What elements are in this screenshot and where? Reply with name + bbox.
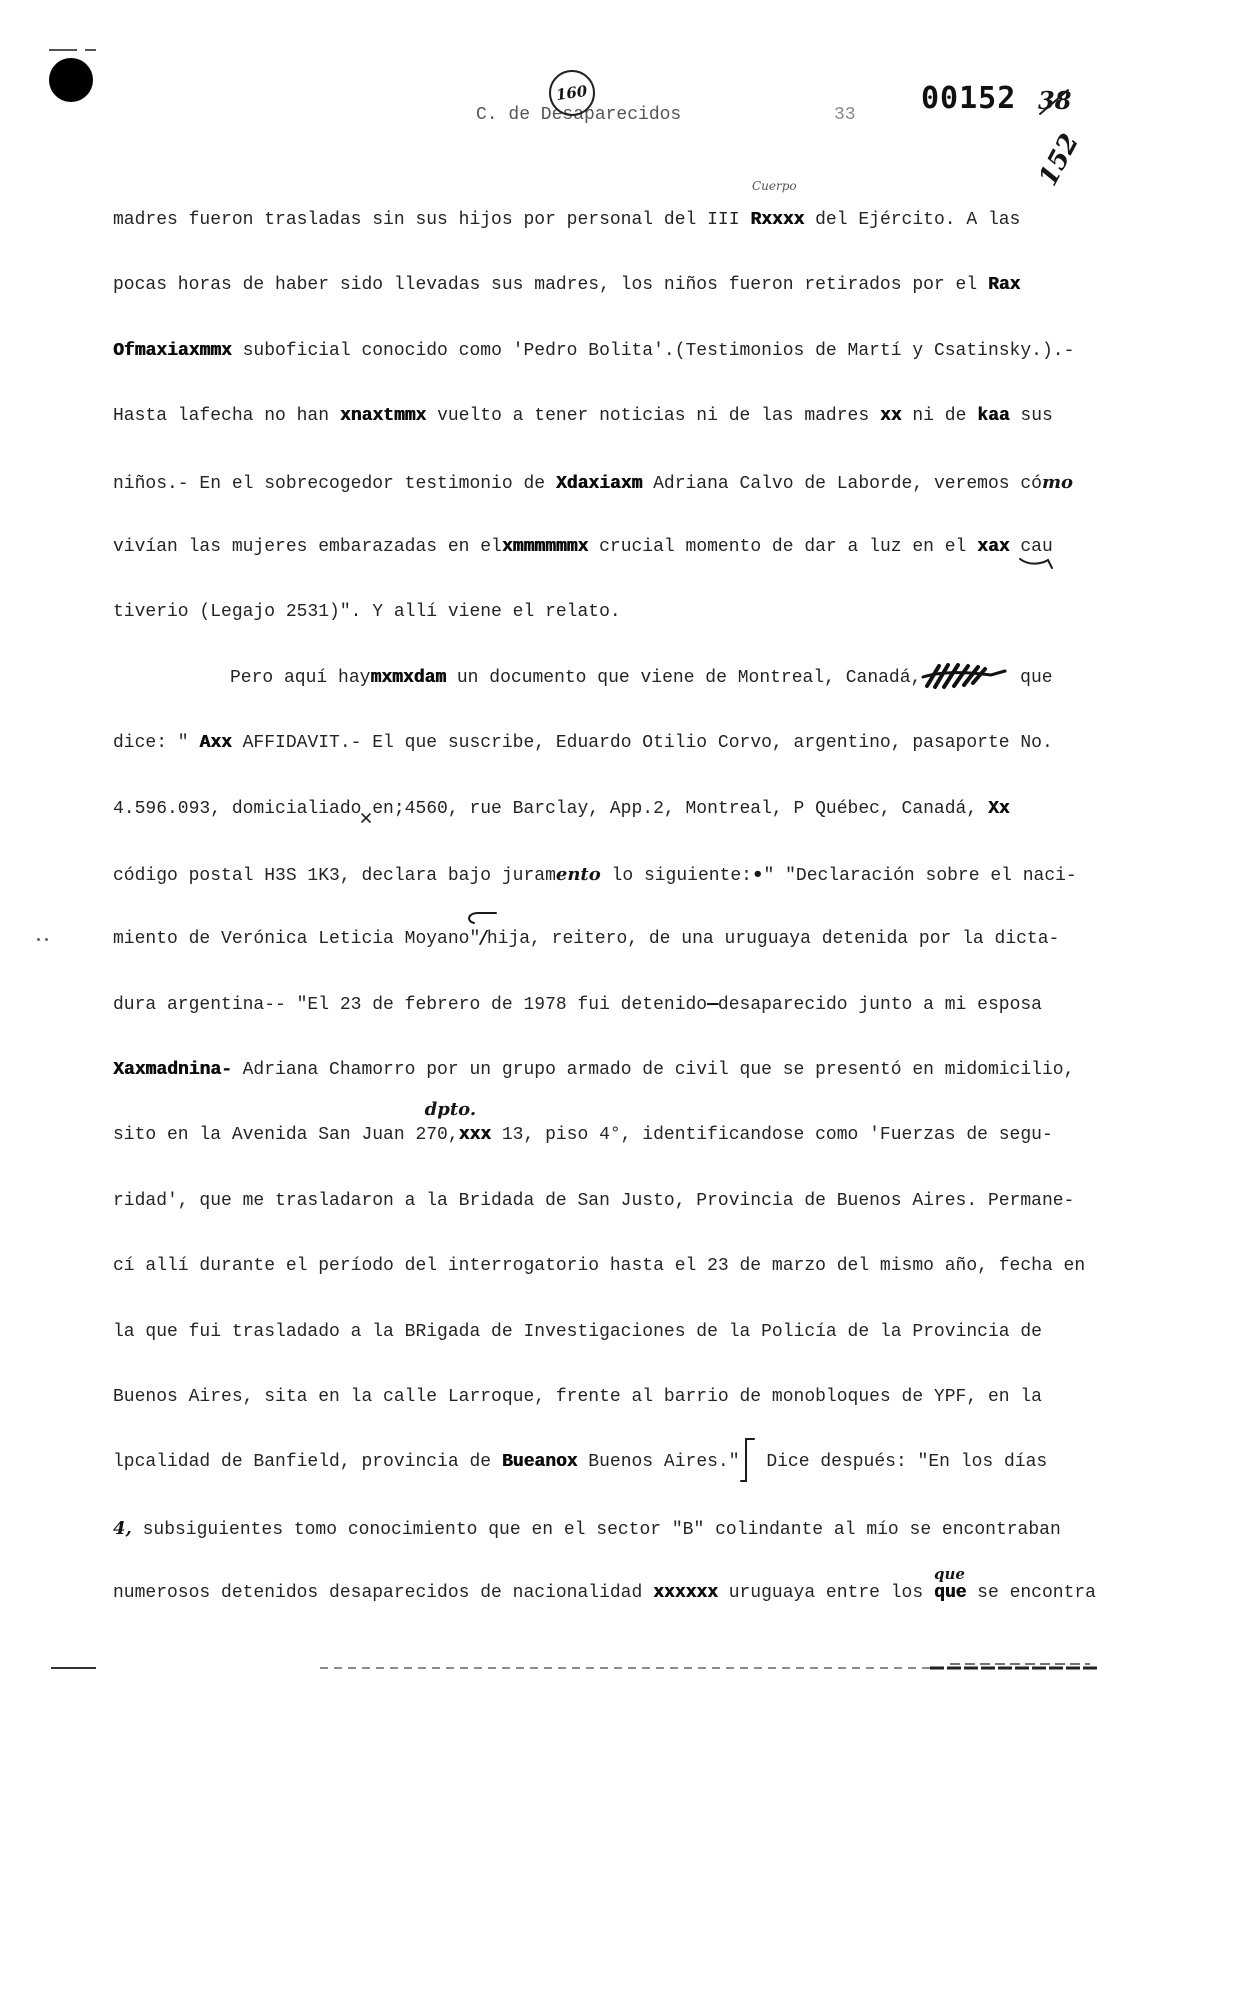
typed-text: dice: " bbox=[113, 733, 200, 754]
text-line bbox=[113, 253, 1096, 318]
folio-strike-mark bbox=[1034, 86, 1074, 118]
corner-dash bbox=[85, 49, 96, 51]
typed-text: lpcalidad de Banfield, provincia de bbox=[113, 1452, 502, 1473]
typed-text: vivían las mujeres embarazadas en el bbox=[113, 536, 502, 557]
typed-text: suboficial conocido como 'Pedro Bolita'.(Testimonios de Martí y Csatinsky.).- bbox=[231, 340, 1075, 361]
page-bottom-rule bbox=[0, 1656, 1236, 1680]
overstruck-text: xx bbox=[879, 406, 902, 427]
text-line bbox=[113, 1099, 1096, 1168]
text-line bbox=[113, 907, 1096, 972]
overstruck-text: Xx bbox=[987, 798, 1010, 819]
margin-mark bbox=[37, 938, 40, 941]
handwritten-correction: ento bbox=[555, 863, 601, 885]
typed-text: tiverio (Legajo 2531)". Y allí viene el relato. bbox=[113, 602, 621, 623]
typed-text: subsiguientes tomo conocimiento que en el sector "B" colindante al mío se encontraban bbox=[131, 1519, 1061, 1540]
typed-text: sito en la Avenida San Juan 270, bbox=[113, 1125, 459, 1146]
text-line bbox=[113, 319, 1096, 384]
text-line bbox=[113, 1038, 1096, 1103]
typed-text: del Ejército. A las bbox=[804, 210, 1021, 230]
stamp-number: 160 bbox=[555, 81, 589, 105]
overstruck-text: Axx bbox=[199, 733, 232, 754]
header-title: C. de Desaparecidos bbox=[476, 105, 682, 125]
text-line bbox=[113, 580, 1096, 645]
typed-text: dura argentina-- "El 23 de febrero de 1978 fui detenido bbox=[113, 994, 708, 1015]
page-number: 33 bbox=[834, 105, 856, 125]
overstruck-text: mxmxdam bbox=[370, 667, 447, 688]
handwritten-insertion: que bbox=[933, 1565, 965, 1584]
text-line bbox=[113, 1496, 1096, 1561]
handwritten-correction: mo bbox=[1041, 471, 1074, 493]
typed-text: numerosos detenidos desaparecidos de nacionalidad bbox=[113, 1583, 654, 1604]
typed-text: " "Declaración sobre el naci- bbox=[763, 865, 1077, 886]
typed-text: cí allí durante el período del interrogatorio hasta el 23 de marzo del mismo año, fecha en bbox=[113, 1256, 1086, 1277]
pen-x-mark bbox=[360, 812, 372, 824]
text-line bbox=[113, 1365, 1096, 1430]
typed-text: Adriana Chamorro por un grupo armado de civil que se presentó en midomicilio, bbox=[231, 1060, 1075, 1081]
text-line bbox=[113, 1561, 1096, 1626]
overstruck-text: Rxxxx bbox=[750, 210, 805, 230]
text-line bbox=[113, 188, 1096, 253]
typed-text: ridad', que me trasladaron a la Bridada de San Justo, Provincia de Buenos Aires. Permane- bbox=[113, 1190, 1075, 1211]
typed-text: miento de Verónica Leticia Moyano" bbox=[113, 929, 481, 950]
typed-text: un documento que viene de Montreal, Canadá, bbox=[446, 667, 922, 688]
overstruck-text: Xdaxiaxm bbox=[555, 473, 643, 494]
overstruck-text: Bueanox bbox=[501, 1452, 578, 1473]
typed-text: AFFIDAVIT.- El que suscribe, Eduardo Otilio Corvo, argentino, pasaporte No. bbox=[231, 733, 1053, 754]
typed-text: desaparecido junto a mi esposa bbox=[717, 994, 1042, 1015]
annotated-word bbox=[933, 1565, 967, 1604]
handwritten-mark: 4, bbox=[113, 1517, 132, 1539]
handwritten-folio-new: 152 bbox=[1033, 128, 1086, 192]
typed-text: uruguaya entre los bbox=[717, 1583, 934, 1604]
overstruck-text: xnaxtmmx bbox=[339, 406, 427, 427]
overstruck-text: Rax bbox=[987, 275, 1021, 296]
typed-text: ni de bbox=[901, 406, 978, 427]
typed-text: pocas horas de haber sido llevadas sus madres, los niños fueron retirados por el bbox=[113, 275, 988, 296]
typed-text: cau bbox=[1009, 536, 1053, 557]
overstruck-text: kaa bbox=[977, 406, 1010, 427]
overstruck-text: que bbox=[933, 1583, 967, 1604]
typed-text: Adriana Calvo de Laborde, veremos có bbox=[642, 473, 1042, 494]
text-line bbox=[113, 777, 1096, 842]
overstruck-text: xax bbox=[977, 536, 1010, 557]
overstruck-text: Ofmaxiaxmmx bbox=[113, 340, 232, 361]
typed-text: crucial momento de dar a luz en el bbox=[588, 536, 978, 557]
document-body bbox=[113, 188, 1096, 1627]
text-line bbox=[113, 711, 1096, 776]
text-line bbox=[113, 646, 1096, 711]
typed-text: Pero aquí hay bbox=[230, 667, 371, 688]
text-line bbox=[113, 1430, 1096, 1495]
handwritten-mark: • bbox=[751, 863, 764, 885]
underline-hook-mark bbox=[1018, 556, 1054, 570]
margin-mark bbox=[45, 938, 48, 941]
text-line bbox=[113, 842, 1096, 907]
insertion-hook-mark bbox=[464, 909, 498, 925]
overstruck-text: xxxxxx bbox=[653, 1583, 718, 1604]
overstruck-text: xxx bbox=[458, 1125, 492, 1146]
annotated-word bbox=[424, 1099, 492, 1146]
typed-text: Buenos Aires, sita en la calle Larroque, frente al barrio de monobloques de YPF, en la bbox=[113, 1387, 1042, 1408]
typed-text: vuelto a tener noticias ni de las madres bbox=[426, 406, 880, 427]
typed-text: Buenos Aires." bbox=[577, 1452, 740, 1473]
typed-text: hija, reitero, de una uruguaya detenida por la dicta- bbox=[486, 929, 1060, 950]
handwritten-dash: — bbox=[707, 994, 718, 1015]
corner-dash bbox=[49, 49, 77, 51]
typed-text: la que fui trasladado a la BRigada de Investigaciones de la Policía de la Provincia de bbox=[113, 1321, 1042, 1342]
text-line bbox=[113, 450, 1096, 515]
annotated-word bbox=[1010, 536, 1053, 558]
typed-text: se encontra bbox=[966, 1583, 1096, 1604]
handwritten-note-cuerpo: Cuerpo bbox=[752, 179, 797, 193]
annotated-word bbox=[480, 927, 487, 950]
text-line bbox=[113, 384, 1096, 449]
bracket-mark bbox=[740, 1436, 756, 1484]
typed-text: código postal H3S 1K3, declara bajo juram bbox=[113, 865, 556, 886]
typed-text: que bbox=[1009, 667, 1053, 688]
text-line bbox=[113, 1169, 1096, 1234]
text-line bbox=[113, 1234, 1096, 1299]
typed-text: madres fueron trasladas sin sus hijos por personal del III bbox=[113, 210, 751, 230]
overstruck-text: Xaxmadnina- bbox=[113, 1060, 232, 1081]
handwritten-insertion: dpto. bbox=[424, 1099, 477, 1121]
text-line bbox=[113, 1300, 1096, 1365]
handwritten-mark: / bbox=[480, 927, 487, 949]
circled-stamp bbox=[549, 70, 595, 116]
typed-text: Dice después: "En los días bbox=[755, 1452, 1048, 1473]
typed-text: niños.- En el sobrecogedor testimonio de bbox=[113, 473, 556, 494]
typed-text: sus bbox=[1009, 406, 1053, 427]
typed-text: Hasta lafecha no han bbox=[113, 406, 340, 427]
folio-number: 00152 bbox=[921, 81, 1017, 116]
typed-text: lo siguiente: bbox=[600, 865, 752, 886]
overstruck-text: xmmmmmmx bbox=[501, 536, 589, 557]
scribble-mark bbox=[921, 660, 1009, 690]
typed-text: 4.596.093, domicialiado en;4560, rue Barclay, App.2, Montreal, P Québec, Canadá, bbox=[113, 798, 988, 819]
handwritten-folio-old: 38 bbox=[1038, 86, 1072, 115]
text-line bbox=[113, 515, 1096, 580]
punch-hole-dot bbox=[49, 58, 93, 102]
text-line bbox=[113, 973, 1096, 1038]
typed-text: 13, piso 4°, identificandose como 'Fuerzas de segu- bbox=[491, 1125, 1053, 1146]
